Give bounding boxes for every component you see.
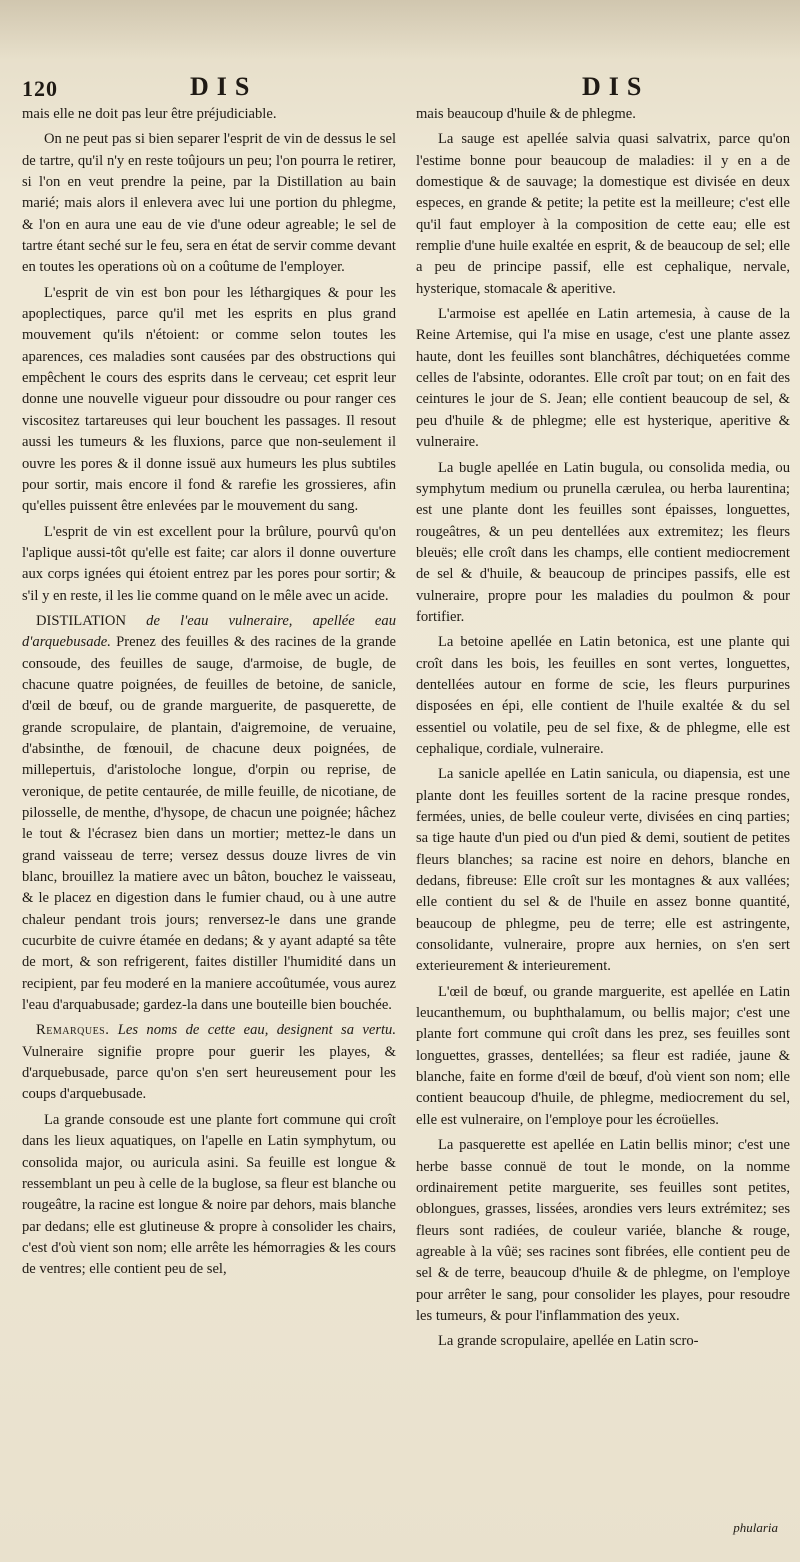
paragraph: L'armoise est apellée en Latin artemesia, à cause de la Reine Artemise, qui l'a mise en usage, c'est une plante assez haute, dont les feuilles sont blanchâtres, déchiquetées comme celles de l'absinte, odorantes. Elle croît par tout; on en fait des ceintures le jour de S. Jean; elle contient beaucoup de sel, & peu d'huile & de phlegme; elle est hysterique, aperitive & vulneraire. [416, 306, 790, 451]
paragraph: La grande scropulaire, apellée en Latin scro- [438, 1333, 699, 1350]
paragraph: La betoine apellée en Latin betonica, est une plante qui croît dans les bois, les feuilles en sont vertes, longuettes, dentellées autour en forme de scie, les fleurs purpurines disposées en épi, elle contient de l'huile exaltée & du sel essentiel ou volatile, peu de sel fixe, & de phlegme, elle est cephalique, cordiale, vulneraire. [416, 634, 790, 757]
remarks-italic: Les noms de cette eau, designent sa vertu. [117, 1022, 396, 1039]
remarks-paragraph [22, 1020, 396, 1105]
remarks-text: Vulneraire signifie propre pour guerir les playes, & d'arquebusade, parce qu'on s'en sert heureusement pour les coups d'arquebusade. [22, 1043, 396, 1103]
paragraph: mais beaucoup d'huile & de phlegme. [416, 106, 636, 122]
paragraph: On ne peut pas si bien separer l'esprit de vin de dessus le sel de tartre, qu'il n'y en reste toûjours un peu; l'on pourra le retirer, si l'on en veut prendre la peine, par la Distillation au bain marié; mais alors il enlevera avec lui une portion du phlegme, & l'on en aura une eau de vie d'une odeur agreable; le sel de tartre étant seché sur le feu, sera en état de servir comme devant en toutes les operations où on a coûtume de l'employer. [22, 131, 396, 276]
paragraph: mais elle ne doit pas leur être préjudiciable. [22, 106, 277, 122]
text-columns [22, 104, 790, 1357]
catchword: phularia [733, 1520, 778, 1535]
recipe-heading: DISTILATION [36, 612, 126, 629]
running-head-right: DIS [582, 72, 650, 101]
paragraph: La bugle apellée en Latin bugula, ou consolida media, ou symphytum medium ou prunella cærulea, ou herba laurentina; est une plante dont les feuilles sont épaisses, longuettes, rougeâtres, & un peu dentellées aux extremitez; les fleurs bleuës; elle croît dans les champs, elle contient mediocrement de sel & d'huile, & beaucoup de principes passifs, elle est vulneraire, propre pour les maladies du poulmon & pour fortifier. [416, 459, 790, 625]
page-number: 120 [22, 76, 58, 101]
page-stain [0, 0, 800, 60]
paragraph: L'œil de bœuf, ou grande marguerite, est apellée en Latin leucanthemum, ou buphthalamum, ou bellis major; c'est une plante fort commune qui croît dans les prez, ses feuilles sont longuettes, grasses, dentellées; sa fleur est radiée, jaune & blanche, faite en forme d'œil de bœuf, d'où vient son nom; elle contient beaucoup d'huile, de phlegme, mediocrement du sel, elle est vulneraire, on l'employe pour les écroüelles. [416, 983, 790, 1128]
paragraph: La pasquerette est apellée en Latin bellis minor; c'est une herbe basse connuë de tout le monde, on la nomme ordinairement petite marguerite, ses feuilles sont petites, oblongues, grasses, lissées, arondies vers leurs extrémitez; ses fleurs sont radiées, de couleur variée, blanche & rouge, agreable à la vûë; ses racines sont fibrées, elle contient peu de sel & de terre, beaucoup d'huile & de phlegme, on l'employe pour arrêter le sang, pour consolider les playes, pour resoudre les tumeurs, & pour l'inflammation des yeux. [416, 1137, 790, 1324]
recipe-paragraph [22, 611, 396, 1017]
right-column [416, 104, 790, 1357]
page-header [22, 70, 786, 106]
paragraph: L'esprit de vin est bon pour les léthargiques & pour les apoplectiques, parce qu'il met les esprits en plus grand mouvement qu'ils n'étoient: or comme selon toutes les aparences, ces maladies sont causées par des obstructions qui empêchent le cours des esprits dans le cerveau; cet esprit leur donne une nouvelle vigueur pour dissoudre ou pour ranger ces viscositez tartareuses qui leur bouchent les passages. Il resout aussi les tumeurs & les fluxions, parce que non-seulement il ouvre les pores & il donne issuë aux humeurs les plus subtiles pour sortir, mais encore il fond & rarefie les grossieres, afin qu'elles puissent être enlevées par le mouvement du sang. [22, 284, 396, 515]
paragraph: L'esprit de vin est excellent pour la brûlure, pourvû qu'on l'aplique aussi-tôt qu'elle est faite; car alors il donne ouverture aux corps ignées qui étoient entrez par les pores pour sortir; & s'il y en reste, il les lie comme quand on le mêle avec un acide. [22, 523, 396, 604]
remarks-heading: Remarques. [36, 1022, 110, 1039]
paragraph: La sauge est apellée salvia quasi salvatrix, parce qu'on l'estime bonne pour beaucoup de maladies: il y en a de domestique & de sauvage; la domestique est divisée en deux especes, en grande & petite; la petite est la meilleure; c'est elle qu'il faut employer à la composition de cette eau; elle est remplie d'une huile exaltée en esprit, & de beaucoup de sel; elle a peu de principe passif, elle est cephalique, nervale, hysterique, stomacale & aperitive. [416, 131, 790, 297]
paragraph: La sanicle apellée en Latin sanicula, ou diapensia, est une plante dont les feuilles sortent de la racine presque rondes, fermées, unies, de belle couleur verte, divisées en cinq parties; sa tige haute d'un pied ou d'un pied & demi, soutient de petites fleurs blanches; sa racine est noire en dehors, blanche en dedans, fibreuse: Elle croît sur les montagnes & aux vallées; elle contient du sel & de l'huile en assez bonne quantité, beaucoup de phlegme, peu de terre; elle est astringente, consolidante, vulneraire, propre aux hernies, on s'en sert exterieurement & interieurement. [416, 766, 790, 975]
recipe-text: Prenez des feuilles & des racines de la grande consoude, des feuilles de sauge, d'armoise, de bugle, de chacune quatre poignées, de feuilles de betoine, de sanicle, d'œil de bœuf, ou de grande marguerite, de pasquerette, de grande scropulaire, de plantain, d'aigremoine, de veruaine, d'absinthe, de fœnouil, de chacune deux poignées, de millepertuis, d'aristoloche longue, d'orpin ou reprise, de veronique, de petite centaurée, de mille feuille, de nicotiane, de pilosselle, de menthe, d'hysope, de chacun une poignée; hâchez le tout & l'écrasez bien dans un mortier; mettez-le dans un grand vaisseau de terre; versez dessus douze livres de vin blanc, brouillez la matiere avec un bâton, bouchez le vaisseau, & le placez en digestion dans le fumier chaud, ou à une autre chaleur pendant trois jours; renversez-le dans une grande cucurbite de cuivre étamée en dedans; & y ayant adapté sa tête de mort, & son refrigerent, faites distiller l'humidité dans un recipient, par feu moderé en la maniere accoûtumée, vous aurez l'eau d'arquabusade; gardez-la dans une bouteille bien bouchée. [22, 634, 396, 1014]
paragraph: La grande consoude est une plante fort commune qui croît dans les lieux aquatiques, on l'apelle en Latin symphytum, ou consolida major, ou auricula asini. Sa feuille est longue & ressemblant un peu à celle de la buglose, sa fleur est blanche ou rougeâtre, la racine est longue & noire par dehors, mais blanche par dedans; elle est glutineuse & propre à consolider les chairs, c'est d'où vient son nom; elle arrête les hémorragies & les cours de ventres; elle contient peu de sel, [22, 1111, 396, 1278]
recipe-title: de l'eau vulneraire, apellée eau d'arquebusade. [22, 612, 397, 651]
running-head-left: DIS [190, 72, 258, 101]
left-column [22, 104, 396, 1357]
